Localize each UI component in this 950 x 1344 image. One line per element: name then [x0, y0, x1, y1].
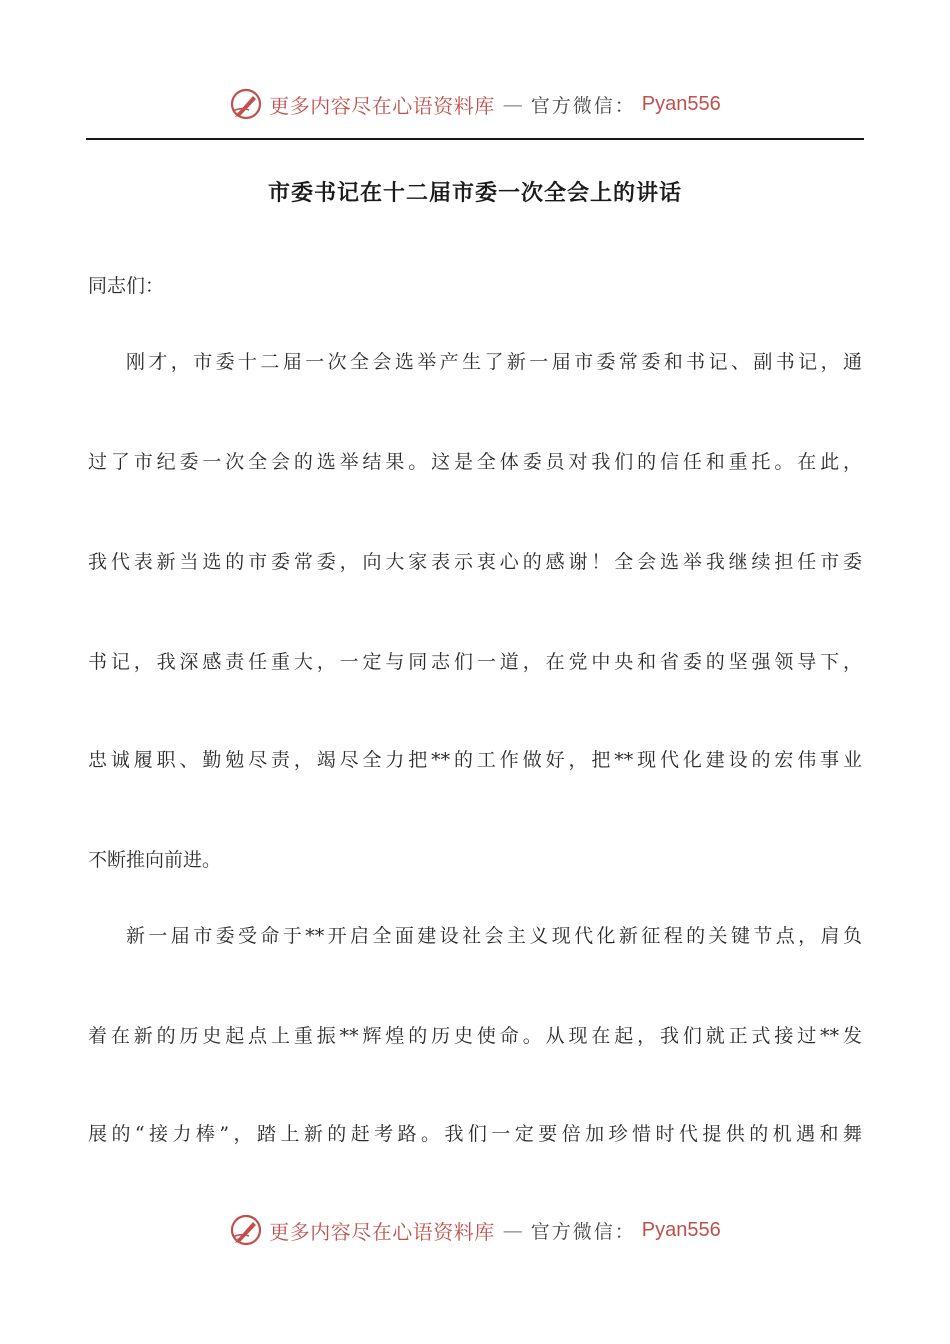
body-line: 不断推向前进。 — [88, 849, 222, 871]
document-title: 市委书记在十二届市委一次全会上的讲话 — [267, 181, 682, 206]
banner-wechat-id: Pyan556 — [641, 92, 721, 115]
banner-dash: — — [502, 1218, 523, 1242]
body-line: 新一届市委受命于**开启全面建设社会主义现代化新征程的关键节点，肩负 — [126, 925, 862, 947]
body-line: 刚才，市委十二届一次全会选举产生了新一届市委常委和书记、副书记，通 — [126, 351, 862, 373]
pen-logo-icon — [229, 87, 263, 121]
salutation: 同志们： — [88, 275, 165, 297]
body-line: 展的“接力棒”，踏上新的赶考路。我们一定要倍加珍惜时代提供的机遇和舞 — [88, 1123, 862, 1145]
header-banner — [0, 82, 950, 126]
body-line: 忠诚履职、勤勉尽责，竭尽全力把**的工作做好，把**现代化建设的宏伟事业 — [88, 749, 862, 771]
body-line: 着在新的历史起点上重振**辉煌的历史使命。从现在起，我们就正式接过**发 — [88, 1025, 862, 1047]
banner-wechat-id: Pyan556 — [641, 1218, 721, 1241]
banner-dash: — — [502, 92, 523, 116]
banner-wechat-label: 官方微信： — [530, 94, 636, 117]
banner-brand-text: 更多内容尽在心语资料库 — [269, 93, 495, 118]
body-line: 我代表新当选的市委常委，向大家表示衷心的感谢！全会选举我继续担任市委 — [88, 551, 862, 573]
body-line: 过了市纪委一次全会的选举结果。这是全体委员对我们的信任和重托。在此， — [88, 451, 862, 473]
footer-banner — [0, 1208, 950, 1252]
header-divider — [86, 138, 864, 140]
banner-wechat-label: 官方微信： — [530, 1220, 636, 1243]
body-line: 书记，我深感责任重大，一定与同志们一道，在党中央和省委的坚强领导下， — [88, 651, 862, 673]
banner-brand-text: 更多内容尽在心语资料库 — [269, 1219, 495, 1244]
pen-logo-icon — [229, 1213, 263, 1247]
